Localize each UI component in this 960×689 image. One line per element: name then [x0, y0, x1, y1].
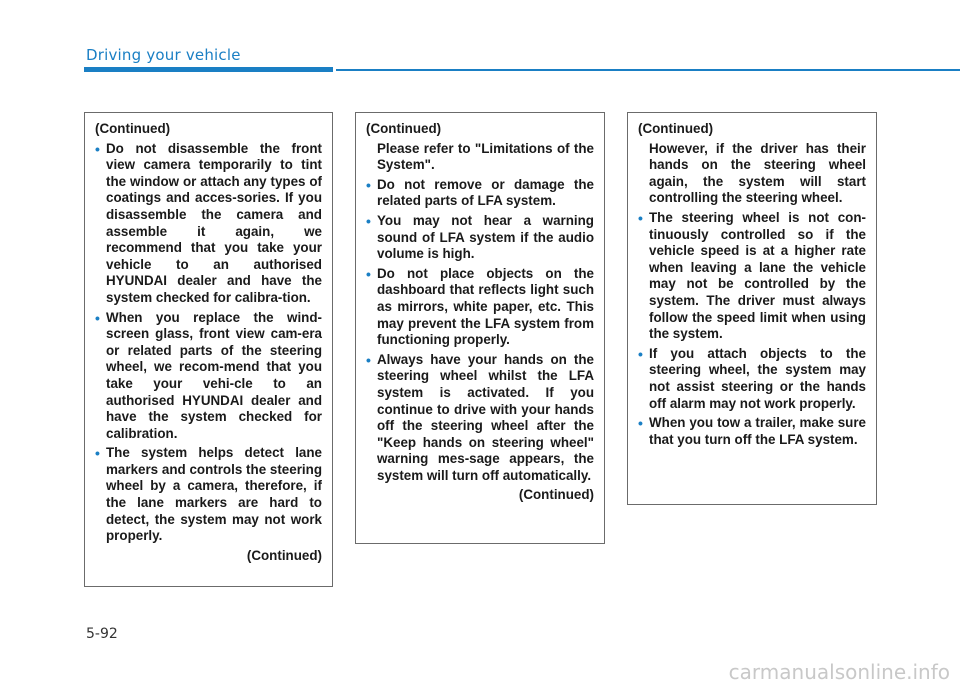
list-item: • The system helps detect lane markers and controls the steering wheel by a camera, therefore, if the lane markers are hard to detect, the system may not work properly.	[95, 445, 322, 544]
list-item: • Always have your hands on the steering wheel whilst the LFA system is activated. If you continue to drive with your hands off the steering wheel after the "Keep hands on steering wheel" warning mes-sage appears, the system will turn off automatically.	[366, 351, 594, 483]
bullet-icon: •	[366, 176, 371, 193]
bullet-icon: •	[638, 345, 643, 362]
continued-label: (Continued)	[638, 121, 714, 136]
header-rule-thick	[84, 67, 333, 72]
continued-label: (Continued)	[366, 121, 442, 136]
bullet-list	[95, 141, 322, 545]
bullet-icon: •	[95, 445, 100, 462]
continued-label: (Continued)	[95, 121, 171, 136]
watermark: carmanualsonline.info	[728, 660, 950, 684]
bullet-icon: •	[366, 265, 371, 282]
bullet-icon: •	[95, 309, 100, 326]
continued-label-end: (Continued)	[518, 487, 594, 503]
warning-box-2	[355, 112, 605, 544]
list-item: • The steering wheel is not con-tinuously controlled so if the vehicle speed is at a higher rate when leaving a lane the vehicle may not be controlled by the system. The driver must always follow the speed limit when using the system.	[638, 209, 866, 342]
bullet-list	[638, 210, 866, 448]
continued-paragraph: Please refer to "Limitations of the System".	[377, 140, 594, 173]
bullet-icon: •	[638, 415, 643, 432]
header-rule-thin	[336, 69, 960, 71]
warning-box-1	[84, 112, 333, 587]
continued-paragraph: However, if the driver has their hands on the steering wheel again, the system will start controlling the steering wheel.	[649, 140, 866, 206]
bullet-icon: •	[366, 351, 371, 368]
list-item: • Do not disassemble the front view camera temporarily to tint the window or attach any types of coatings and acces-sories. If you disassemble the camera and assemble it again, we recommend that you take your vehicle to an authorised HYUNDAI dealer and have the system checked for calibra-tion.	[95, 140, 322, 305]
bullet-icon: •	[638, 209, 643, 226]
list-item: • Do not place objects on the dashboard that reflects light such as mirrors, white paper, etc. This may prevent the LFA system from functioning properly.	[366, 265, 594, 348]
list-item: • If you attach objects to the steering wheel, the system may not assist steering or the hands off alarm may not work properly.	[638, 345, 866, 411]
bullet-list	[366, 177, 594, 485]
list-item: • When you replace the wind-screen glass, front view cam-era or related parts of the steering wheel, we recom-mend that you take your vehi-cle to an authorised HYUNDAI dealer and have the system checked for calibration.	[95, 309, 322, 441]
continued-label-end: (Continued)	[246, 547, 322, 563]
warning-box-3	[627, 112, 877, 505]
bullet-icon: •	[366, 212, 371, 229]
list-item: • You may not hear a warning sound of LFA system if the audio volume is high.	[366, 212, 594, 262]
section-title: Driving your vehicle	[86, 46, 241, 64]
list-item: • Do not remove or damage the related parts of LFA system.	[366, 176, 594, 209]
page-number: 5-92	[86, 626, 118, 642]
bullet-icon: •	[95, 140, 100, 157]
list-item: • When you tow a trailer, make sure that you turn off the LFA system.	[638, 415, 866, 447]
